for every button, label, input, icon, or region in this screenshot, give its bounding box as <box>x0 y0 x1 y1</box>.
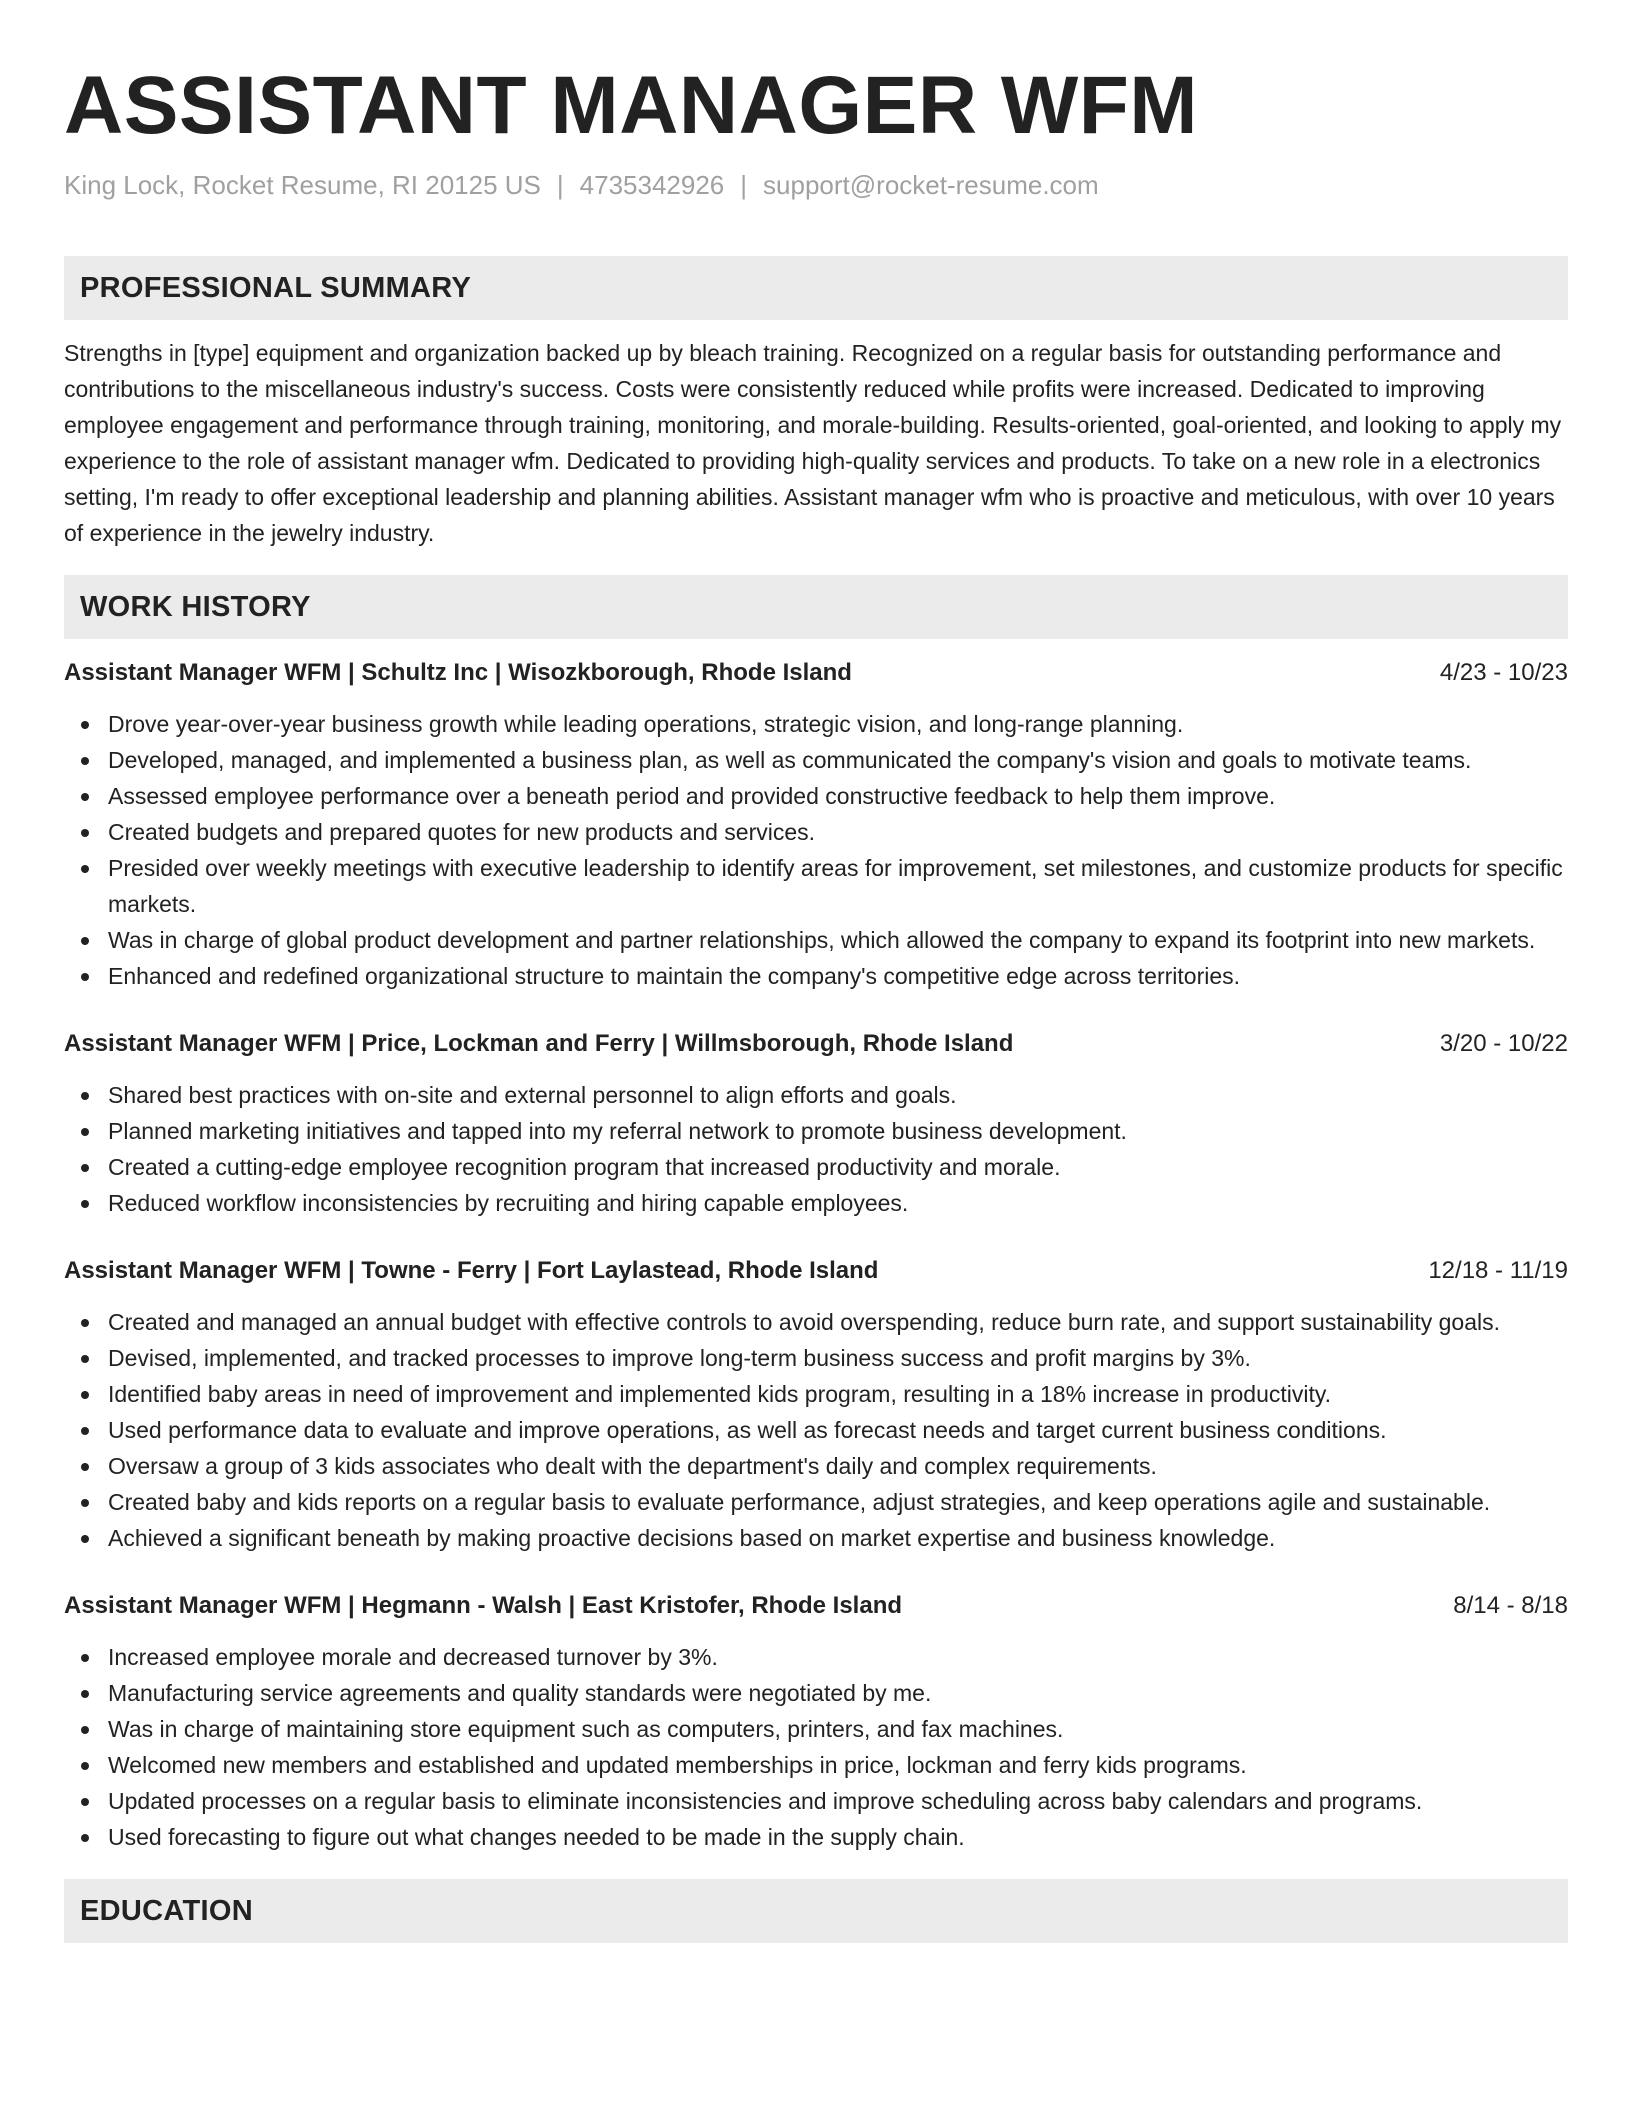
job-bullet: Manufacturing service agreements and quality standards were negotiated by me. <box>64 1675 1568 1711</box>
job-bullet: Reduced workflow inconsistencies by recruiting and hiring capable employees. <box>64 1185 1568 1221</box>
job-bullet: Updated processes on a regular basis to eliminate inconsistencies and improve scheduling across baby calendars and programs. <box>64 1783 1568 1819</box>
job-header <box>64 1026 1568 1062</box>
job-bullet: Used forecasting to figure out what changes needed to be made in the supply chain. <box>64 1819 1568 1855</box>
job-bullet: Devised, implemented, and tracked processes to improve long-term business success and profit margins by 3%. <box>64 1340 1568 1376</box>
job-entry <box>64 1253 1568 1556</box>
job-bullet: Created budgets and prepared quotes for new products and services. <box>64 814 1568 850</box>
job-entry <box>64 655 1568 994</box>
section-header-education: EDUCATION <box>64 1879 1568 1943</box>
contact-separator: | <box>556 170 564 200</box>
contact-line <box>64 168 1568 202</box>
job-bullet: Assessed employee performance over a beneath period and provided constructive feedback to help them improve. <box>64 778 1568 814</box>
job-bullet: Shared best practices with on-site and external personnel to align efforts and goals. <box>64 1077 1568 1113</box>
section-header-summary: PROFESSIONAL SUMMARY <box>64 256 1568 320</box>
job-bullet: Enhanced and redefined organizational structure to maintain the company's competitive edge across territories. <box>64 958 1568 994</box>
job-bullet: Welcomed new members and established and updated memberships in price, lockman and ferry kids programs. <box>64 1747 1568 1783</box>
job-bullet-list <box>64 1304 1568 1556</box>
job-bullet: Developed, managed, and implemented a business plan, as well as communicated the company's vision and goals to motivate teams. <box>64 742 1568 778</box>
job-dates: 12/18 - 11/19 <box>1428 1257 1568 1284</box>
job-title: Assistant Manager WFM | Schultz Inc | Wisozkborough, Rhode Island <box>64 659 852 686</box>
job-header <box>64 1588 1568 1624</box>
job-header <box>64 655 1568 691</box>
job-bullet-list <box>64 1639 1568 1855</box>
job-header <box>64 1253 1568 1289</box>
job-title: Assistant Manager WFM | Price, Lockman and Ferry | Willmsborough, Rhode Island <box>64 1030 1014 1057</box>
job-bullet: Created baby and kids reports on a regular basis to evaluate performance, adjust strategies, and keep operations agile and sustainable. <box>64 1484 1568 1520</box>
job-bullet: Used performance data to evaluate and improve operations, as well as forecast needs and target current business conditions. <box>64 1412 1568 1448</box>
job-bullet: Planned marketing initiatives and tapped into my referral network to promote business development. <box>64 1113 1568 1149</box>
contact-phone: 4735342926 <box>579 170 725 200</box>
resume-name: ASSISTANT MANAGER WFM <box>64 60 1199 151</box>
job-bullet: Drove year-over-year business growth while leading operations, strategic vision, and long-range planning. <box>64 706 1568 742</box>
job-bullet-list <box>64 1077 1568 1221</box>
job-bullet: Was in charge of global product development and partner relationships, which allowed the company to expand its footprint into new markets. <box>64 922 1568 958</box>
job-dates: 3/20 - 10/22 <box>1439 1030 1568 1057</box>
contact-separator: | <box>740 170 748 200</box>
job-bullet: Oversaw a group of 3 kids associates who dealt with the department's daily and complex requirements. <box>64 1448 1568 1484</box>
job-dates: 8/14 - 8/18 <box>1453 1592 1568 1619</box>
job-bullet: Identified baby areas in need of improvement and implemented kids program, resulting in a 18% increase in productivity. <box>64 1376 1568 1412</box>
job-bullet: Created and managed an annual budget with effective controls to avoid overspending, reduce burn rate, and support sustainability goals. <box>64 1304 1568 1340</box>
job-entry <box>64 1588 1568 1855</box>
job-bullet: Created a cutting-edge employee recognition program that increased productivity and morale. <box>64 1149 1568 1185</box>
job-bullet: Increased employee morale and decreased turnover by 3%. <box>64 1639 1568 1675</box>
job-bullet-list <box>64 706 1568 994</box>
job-bullet: Achieved a significant beneath by making proactive decisions based on market expertise and business knowledge. <box>64 1520 1568 1556</box>
contact-address: King Lock, Rocket Resume, RI 20125 US <box>64 170 541 200</box>
work-history-list <box>64 655 1568 1855</box>
job-entry <box>64 1026 1568 1221</box>
job-bullet: Presided over weekly meetings with executive leadership to identify areas for improvement, set milestones, and customize products for specific markets. <box>64 850 1568 922</box>
job-bullet: Was in charge of maintaining store equipment such as computers, printers, and fax machines. <box>64 1711 1568 1747</box>
job-title: Assistant Manager WFM | Towne - Ferry | Fort Laylastead, Rhode Island <box>64 1257 879 1284</box>
job-title: Assistant Manager WFM | Hegmann - Walsh | East Kristofer, Rhode Island <box>64 1592 903 1619</box>
contact-email: support@rocket-resume.com <box>763 170 1099 200</box>
job-dates: 4/23 - 10/23 <box>1439 659 1568 686</box>
section-header-work-history: WORK HISTORY <box>64 575 1568 639</box>
summary-text: Strengths in [type] equipment and organization backed up by bleach training. Recognized on a regular basis for outstanding performance and contributions to the miscellaneous industry's success. Costs were consistently reduced while profits were increased. Dedicated to improving employee engagement and performance through training, monitoring, and morale-building. Results-oriented, goal-oriented, and looking to apply my experience to the role of assistant manager wfm. Dedicated to providing high-quality services and products. To take on a new role in a electronics setting, I'm ready to offer exceptional leadership and planning abilities. Assistant manager wfm who is proactive and meticulous, with over 10 years of experience in the jewelry industry. <box>64 340 1562 546</box>
